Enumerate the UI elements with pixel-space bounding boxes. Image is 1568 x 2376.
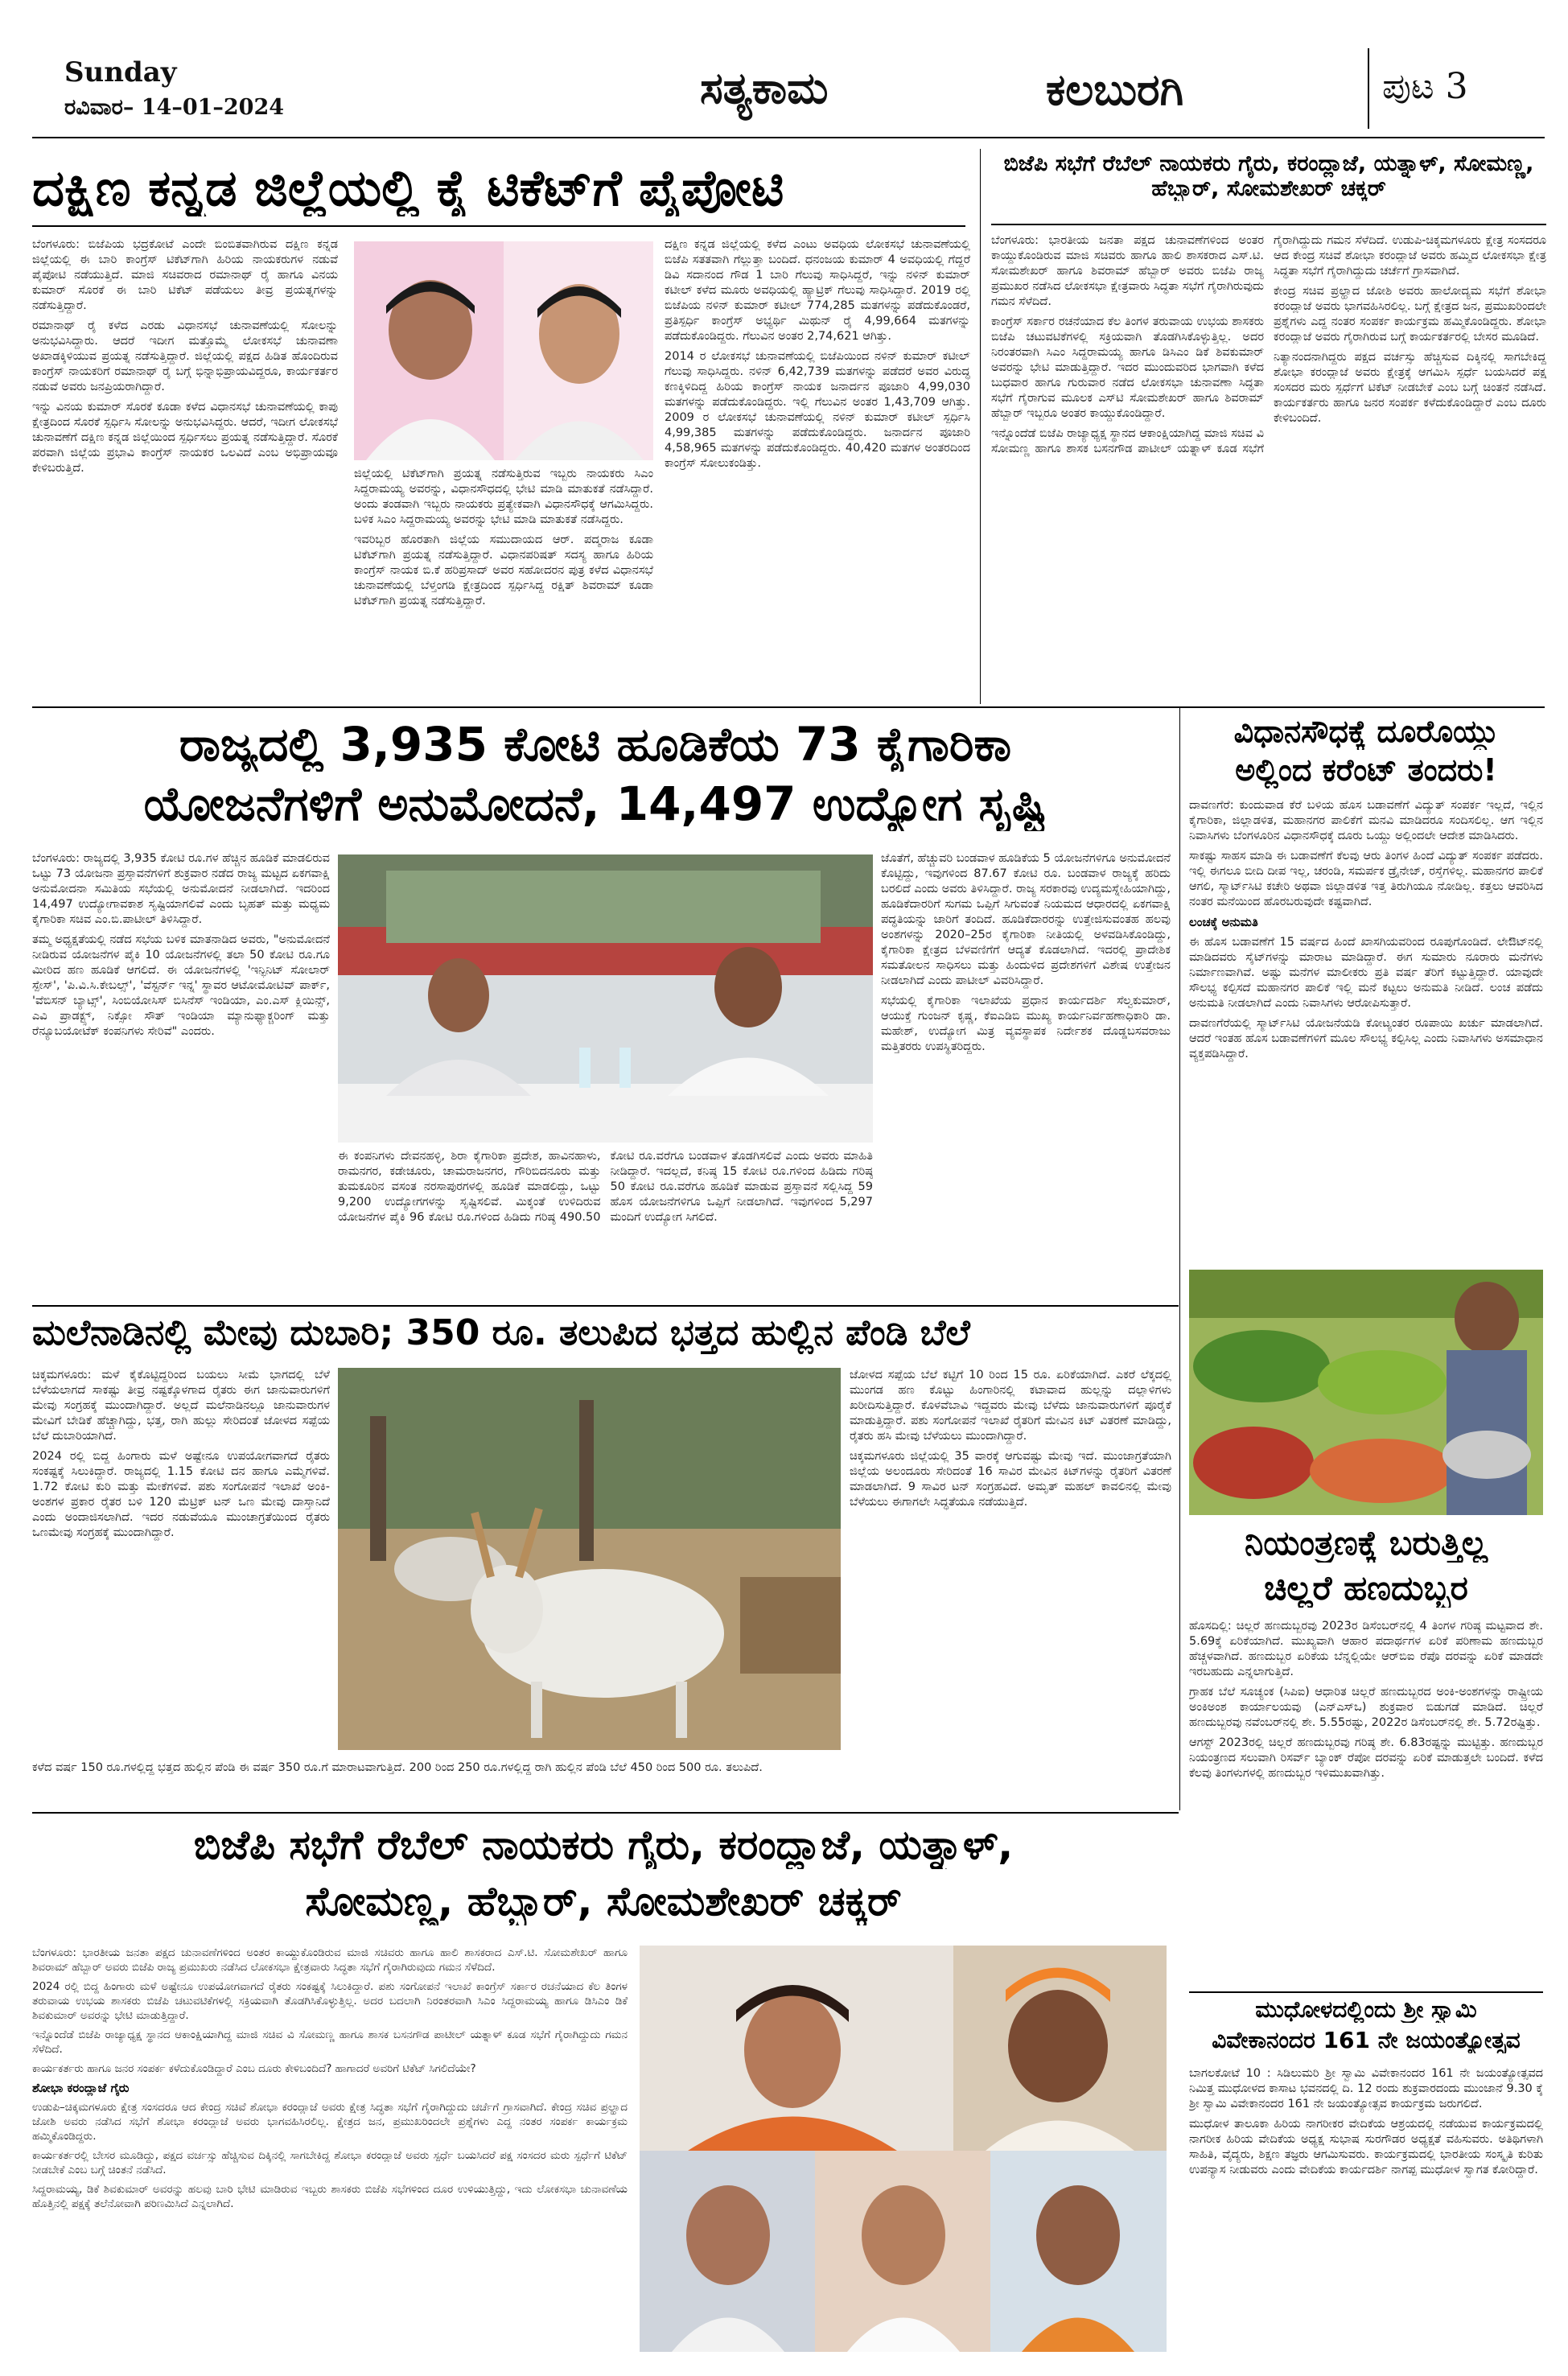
story7-body: ಬಾಗಲಕೋಟೆ 10 : ಸಿಡಿಲುಮರಿ ಶ್ರೀ ಸ್ವಾಮಿ ವಿವೇಕಾನಂದರ 161 ನೇ ಜಯಂತ್ಯೋತ್ಸವದ ನಿಮಿತ್ತ ಮುಧೋಳದ ಕಾಸಾಟ ಭವನದಲ್ಲಿ ದಿ. 12 ರಂದು ಶುಕ್ರವಾರದಂದು ಮುಂಜಾನೆ 9.30 ಕ್ಕೆ ಶ್ರೀ ಸ್ವಾಮಿ ವಿವೇಕಾನಂದರ 161 ನೇ ಜಯಂತ್ಯೋತ್ಸವ ಕಾರ್ಯಕ್ರಮ ಜರುಗಲಿದೆ. ಮುಧೋಳ ತಾಲೂಕಾ ಹಿರಿಯ ನಾಗರೀಕರ ವೇದಿಕೆಯ ಆಶ್ರಯದಲ್ಲಿ ನಡೆಯುವ ಕಾರ್ಯಕ್ರಮದಲ್ಲಿ ನಾಗರೀಕ ಹಿರಿಯ ವೇದಿಕೆಯ ಅಧ್ಯಕ್ಷ ಸುಭಾಷ ಸುರಗೌಡರ ಅಧ್ಯಕ್ಷತೆ ವಹಿಸುವರು. ಅತಿಥಿಗಳಾಗಿ ಸಾಹಿತಿ, ವೈದ್ಯರು, ಶಿಕ್ಷಣ ತಜ್ಞರು ಆಗಮಿಸುವರು. ಕಾರ್ಯಕ್ರಮದಲ್ಲಿ ಭಾರತೀಯ ಸಂಸ್ಕೃತಿ ಕುರಿತು ಉಪನ್ಯಾಸ ನೀಡುವರು ಎಂದು ವೇದಿಕೆಯ ಕಾರ್ಯದರ್ಶಿ ನಾಗಪ್ಪ ಮುಧೋಳ ಸ್ವಾಗತ ಕೋರಿದ್ದಾರೆ. (1189, 2067, 1543, 2176)
story4-body: ದಾವಣಗೆರೆ: ಕುಂದುವಾಡ ಕೆರೆ ಬಳಿಯ ಹೊಸ ಬಡಾವಣೆಗೆ ವಿದ್ಯುತ್ ಸಂಪರ್ಕ ಇಲ್ಲದೆ, ಇಲ್ಲಿನ ಕೈಗಾರಿಕಾ, ಜಿಲ್ಲಾಡಳಿತ, ಮಹಾನಗರ ಪಾಲಿಕೆಗೆ ಮನವಿ ಮಾಡಿದರೂ ಸಂದಿಸಲಿಲ್ಲ. ಆಗ ಇಲ್ಲಿನ ನಿವಾಸಿಗಳು ಬೆಂಗಳೂರಿನ ವಿಧಾನಸೌಧಕ್ಕೆ ದೂರು ಒಯ್ದು ಅಲ್ಲಿಂದಲೇ ಆದೇಶ ಮಾಡಿಸಿದರು. ಸಾಕಷ್ಟು ಸಾಹಸ ಮಾಡಿ ಈ ಬಡಾವಣೆಗೆ ಕೆಲವು ಆರು ತಿಂಗಳ ಹಿಂದೆ ವಿದ್ಯುತ್ ಸಂಪರ್ಕ ಪಡೆದರು. ಇಲ್ಲಿ ಈಗಲೂ ಬೀದಿ ದೀಪ ಇಲ್ಲ, ಚರಂಡಿ, ಸಮರ್ಪಕ ಡ್ರೈನೇಜ್, ರಸ್ತೆಗಳಿಲ್ಲ. ಮಹಾನಗರ ಪಾಲಿಕೆ ಆಗಲಿ, ಸ್ಮಾರ್ಟ್‌ಸಿಟಿ ಕಚೇರಿ ಅಥವಾ ಜಿಲ್ಲಾಡಳಿತ ಇತ್ತ ತಿರುಗಿಯೂ ನೋಡಿಲ್ಲ. ಕತ್ತಲು ಆವರಿಸಿದ ನಂತರ ಮನೆಯಿಂದ ಹೊರಬರುವುದೇ ಕಷ್ಟವಾಗಿದೆ. ಲಂಚಕ್ಕೆ ಅನುಮತಿ ಈ ಹೊಸ ಬಡಾವಣೆಗೆ 15 ವರ್ಷದ ಹಿಂದೆ ಖಾಸಗಿಯವರಿಂದ ರೂಪುಗೊಂಡಿದೆ. ಲೇಔಟ್‌ನಲ್ಲಿ ಮಾಡಿದವರು ಸೈಟ್‌ಗಳನ್ನು ಮಾರಾಟ ಮಾಡಿದ್ದಾರೆ. ಈಗ ಸುಮಾರು ನೂರಾರು ಮನೆಗಳು ನಿರ್ಮಾಣವಾಗಿವೆ. ಅಷ್ಟು ಮನೆಗಳ ಮಾಲೀಕರು ಪ್ರತಿ ವರ್ಷ ತೆರಿಗೆ ಕಟ್ಟುತ್ತಿದ್ದಾರೆ. ಯಾವುದೇ ಸೌಲಭ್ಯ ಕಲ್ಪಿಸದೆ ಮಹಾನಗರ ಪಾಲಿಕೆ ಇಲ್ಲಿ ಮನೆ ಕಟ್ಟಲು ಅನುಮತಿ ನೀಡಿದೆ. ಲಂಚ ಪಡೆದು ಅನುಮತಿ ನೀಡಲಾಗಿದೆ ಎಂದು ನಿವಾಸಿಗಳು ಆರೋಪಿಸುತ್ತಾರೆ. ದಾವಣಗೆರೆಯಲ್ಲಿ ಸ್ಮಾರ್ಟ್‌ಸಿಟಿ ಯೋಜನೆಯಡಿ ಕೋಟ್ಯಂತರ ರೂಪಾಯಿ ಖರ್ಚು ಮಾಡಲಾಗಿದೆ. ಆದರೆ ಇಂತಹ ಹೊಸ ಬಡಾವಣೆಗಳಿಗೆ ಮೂಲ ಸೌಲಭ್ಯ ಕಲ್ಪಿಸಿಲ್ಲ ಎಂದು ನಿವಾಸಿಗಳು ಅಸಮಾಧಾನ ವ್ಯಕ್ತಪಡಿಸಿದ್ದಾರೆ. (1189, 799, 1543, 1060)
masthead-date: ರವಿವಾರ– 14–01–2024 (64, 95, 285, 120)
story8-headline-line1: ಬಿಜೆಪಿ ಸಭೆಗೆ ರೆಬೆಲ್ ನಾಯಕರು ಗೈರು, ಕರಂದ್ಲಾಜೆ, ಯತ್ನಾಳ್, (193, 1822, 1014, 1868)
story1-column-2: ಜಿಲ್ಲೆಯಲ್ಲಿ ಟಿಕೆಟ್‌ಗಾಗಿ ಪ್ರಯತ್ನ ನಡೆಸುತ್ತಿರುವ ಇಬ್ಬರು ನಾಯಕರು ಸಿಎಂ ಸಿದ್ದರಾಮಯ್ಯ ಅವರನ್ನು, ವಿಧಾನಸೌಧದಲ್ಲಿ ಭೇಟಿ ಮಾಡಿ ಮಾತುಕತೆ ನಡೆಸಿದ್ದಾರೆ. ಅಂದು ತಂಡವಾಗಿ ಇಬ್ಬರು ನಾಯಕರು ಪ್ರತ್ಯೇಕವಾಗಿ ವಿಧಾನಸೌಧಕ್ಕೆ ಆಗಮಿಸಿದ್ದರು. ಬಳಿಕ ಸಿಎಂ ಸಿದ್ದರಾಮಯ್ಯ ಅವರನ್ನು ಭೇಟಿ ಮಾಡಿ ಮಾತುಕತೆ ನಡೆಸಿದ್ದರು. ಇವರಿಬ್ಬರ ಹೊರತಾಗಿ ಜಿಲ್ಲೆಯ ಸಮುದಾಯದ ಆರ್. ಪದ್ಮರಾಜ ಕೂಡಾ ಟಿಕೆಟ್‌ಗಾಗಿ ಪ್ರಯತ್ನ ನಡೆಸುತ್ತಿದ್ದಾರೆ. ವಿಧಾನಪರಿಷತ್ ಸದಸ್ಯ ಹಾಗೂ ಹಿರಿಯ ಕಾಂಗ್ರೆಸ್ ನಾಯಕ ಬಿ.ಕೆ ಹರಿಪ್ರಸಾದ್ ಅವರ ಸಹೋದರನ ಪುತ್ರ ಕಳೆದ ವಿಧಾನಸಭೆ ಚುನಾವಣೆಯಲ್ಲಿ ಬೆಳ್ತಂಗಡಿ ಕ್ಷೇತ್ರದಿಂದ ಸ್ಪರ್ಧಿಸಿದ್ದ ರಕ್ಷಿತ್ ಶಿವರಾಮ್ ಕೂಡಾ ಟಿಕೆಟ್‌ಗಾಗಿ ಪ್ರಯತ್ನ ನಡೆಸುತ್ತಿದ್ದಾರೆ. (354, 467, 653, 607)
masthead-divider (1368, 48, 1369, 129)
section-rule-3 (32, 1812, 1179, 1814)
story3-column-2: ಈ ಕಂಪನಿಗಳು ದೇವನಹಳ್ಳಿ, ಶಿರಾ ಕೈಗಾರಿಕಾ ಪ್ರದೇಶ, ಹಾವಿನಹಾಳು, ರಾಮನಗರ, ಕಡೇಚೂರು, ಚಾಮರಾಜನಗರ, ಗೌರಿಬಿದನೂರು ಮತ್ತು ತುಮಕೂರಿನ ವಸಂತ ನರಸಾಪುರಗಳಲ್ಲಿ ಹೂಡಿಕೆ ಮಾಡಲಿದ್ದು, ಒಟ್ಟು 9,200 ಉದ್ಯೋಗಗಳನ್ನು ಸೃಷ್ಟಿಸಲಿವೆ. ಮಿಕ್ಕಂತೆ ಉಳಿದಿರುವ ಯೋಜನೆಗಳ ಪೈಕಿ 96 ಕೋಟಿ ರೂ.ಗಳಿಂದ ಹಿಡಿದು ಗರಿಷ್ಠ 490.50 ಕೋಟಿ ರೂ.ವರೆಗೂ ಬಂಡವಾಳ ತೊಡಗಿಸಲಿವೆ ಎಂದು ಅವರು ಮಾಹಿತಿ ನೀಡಿದ್ದಾರೆ. ಇದಲ್ಲದೆ, ಕನಿಷ್ಠ 15 ಕೋಟಿ ರೂ.ಗಳಿಂದ ಹಿಡಿದು ಗರಿಷ್ಠ 50 ಕೋಟಿ ರೂ.ವರೆಗೂ ಹೂಡಿಕೆ ಮಾಡುವ ಪ್ರಸ್ತಾವನೆ ಸಲ್ಲಿಸಿದ್ದ 59 ಹೊಸ ಯೋಜನೆಗಳಿಗೂ ಒಪ್ಪಿಗೆ ನೀಡಲಾಗಿದೆ. ಇವುಗಳಿಂದ 5,297 ಮಂದಿಗೆ ಉದ್ಯೋಗ ಸಿಗಲಿದೆ. (338, 1150, 873, 1224)
story5-column-3: ಜೋಳದ ಸಪ್ಪೆಯ ಬೆಲೆ ಕಟ್ಟಿಗೆ 10 ರಿಂದ 15 ರೂ. ಏರಿಕೆಯಾಗಿದೆ. ಎಕರೆ ಲೆಕ್ಕದಲ್ಲಿ ಮುಂಗಡ ಹಣ ಕೊಟ್ಟು ಹಿಂಗಾರಿನಲ್ಲಿ ಕಟಾವಾದ ಹುಲ್ಲನ್ನು ದಲ್ಲಾಳಿಗಳು ಖರೀದಿಸುತ್ತಿದ್ದಾರೆ. ಕೊಳವೆಬಾವಿ ಇದ್ದವರು ಮೇವು ಬೆಳೆದು ಜಾನುವಾರುಗಳಿಗೆ ಪೂರೈಕೆ ಮಾಡುತ್ತಿದ್ದಾರೆ. ಪಶು ಸಂಗೋಪನೆ ಇಲಾಖೆ ರೈತರಿಗೆ ಮೇವಿನ ಕಿಟ್ ವಿತರಣೆ ಮಾಡಿದ್ದು, ರೈತರು ಹಸಿ ಮೇವು ಬೆಳೆಯಲು ಮುಂದಾಗಿದ್ದಾರೆ. ಚಿಕ್ಕಮಗಳೂರು ಜಿಲ್ಲೆಯಲ್ಲಿ 35 ವಾರಕ್ಕೆ ಆಗುವಷ್ಟು ಮೇವು ಇದೆ. ಮುಂಜಾಗ್ರತೆಯಾಗಿ ಜಿಲ್ಲೆಯ ಅಲಂದೂರು ಸೇರಿದಂತೆ 16 ಸಾವಿರ ಮೇವಿನ ಕಿಟ್‌ಗಳನ್ನು ರೈತರಿಗೆ ವಿತರಣೆ ಮಾಡಲಾಗಿದೆ. 9 ಸಾವಿರ ಟನ್ ಸಂಗ್ರಹವಿದೆ. ಅಮೃತ್ ಮಹಲ್ ಕಾವಲಿನಲ್ಲಿ ಮೇವು ಬೆಳೆಯಲು ಈಗಾಗಲೇ ಸಿದ್ಧತೆಯೂ ನಡೆಯುತ್ತಿದೆ. (850, 1369, 1171, 1509)
story6-body: ಹೊಸದಿಲ್ಲಿ: ಚಿಲ್ಲರೆ ಹಣದುಬ್ಬರವು 2023ರ ಡಿಸೆಂಬರ್‌ನಲ್ಲಿ 4 ತಿಂಗಳ ಗರಿಷ್ಠ ಮಟ್ಟವಾದ ಶೇ. 5.69ಕ್ಕೆ ಏರಿಕೆಯಾಗಿದೆ. ಮುಖ್ಯವಾಗಿ ಆಹಾರ ಪದಾರ್ಥಗಳ ಏರಿಕೆ ಪರಿಣಾಮ ಹಣದುಬ್ಬರ ಹೆಚ್ಚಳವಾಗಿದೆ. ಹಣದುಬ್ಬರ ಏರಿಕೆಯ ಬೆನ್ನಲ್ಲಿಯೇ ಆರ್‌ಬಿಐ ರೆಪೊ ದರವನ್ನು ಏರಿಕೆ ಮಾಡದೇ ಇರಬಹುದು ಎನ್ನಲಾಗುತ್ತಿದೆ. ಗ್ರಾಹಕ ಬೆಲೆ ಸೂಚ್ಯಂಕ (ಸಿಪಿಐ) ಆಧಾರಿತ ಚಿಲ್ಲರೆ ಹಣದುಬ್ಬರದ ಅಂಕಿ-ಅಂಶಗಳನ್ನು ರಾಷ್ಟ್ರೀಯ ಅಂಕಿಅಂಶ ಕಾರ್ಯಾಲಯವು (ಎನ್‌ಎಸ್‌ಒ) ಶುಕ್ರವಾರ ಬಿಡುಗಡೆ ಮಾಡಿದೆ. ಚಿಲ್ಲರೆ ಹಣದುಬ್ಬರವು ನವೆಂಬರ್‌ನಲ್ಲಿ ಶೇ. 5.55ರಷ್ಟು, 2022ರ ಡಿಸೆಂಬರ್‌ನಲ್ಲಿ ಶೇ. 5.72ರಷ್ಟಿತ್ತು. ಆಗಸ್ಟ್ 2023ರಲ್ಲಿ ಚಿಲ್ಲರೆ ಹಣದುಬ್ಬರವು ಗರಿಷ್ಠ ಶೇ. 6.83ರಷ್ಟನ್ನು ಮುಟ್ಟಿತ್ತು. ಹಣದುಬ್ಬರ ನಿಯಂತ್ರಣದ ಸಲುವಾಗಿ ರಿಸರ್ವ್ ಬ್ಯಾಂಕ್ ರೆಪೋ ದರವನ್ನು ಏರಿಕೆ ಮಾಡುತ್ತಲೇ ಬಂದಿದೆ. ಕಳೆದ ಕೆಲವು ತಿಂಗಳುಗಳಲ್ಲಿ ಹಣದುಬ್ಬರ ಇಳಿಮುಖವಾಗಿತ್ತು. (1189, 1620, 1543, 1780)
masthead-rule (32, 137, 1545, 138)
story1-photo (354, 241, 653, 460)
story3-column-1: ಬೆಂಗಳೂರು: ರಾಜ್ಯದಲ್ಲಿ 3,935 ಕೋಟಿ ರೂ.ಗಳ ಹೆಚ್ಚಿನ ಹೂಡಿಕೆ ಮಾಡಲಿರುವ ಒಟ್ಟು 73 ಯೋಜನಾ ಪ್ರಸ್ತಾವನೆಗಳಿಗೆ ಶುಕ್ರವಾರ ನಡೆದ ರಾಜ್ಯ ಮಟ್ಟದ ಏಕಗವಾಕ್ಷಿ ಅನುಮೋದನಾ ಸಮಿತಿಯ ಸಭೆಯಲ್ಲಿ ಅನುಮೋದನೆ ನೀಡಲಾಗಿದೆ. ಇದರಿಂದ 14,497 ಉದ್ಯೋಗಾವಕಾಶ ಸೃಷ್ಟಿಯಾಗಲಿವೆ ಎಂದು ಬೃಹತ್ ಮತ್ತು ಮಧ್ಯಮ ಕೈಗಾರಿಕಾ ಸಚಿವ ಎಂ.ಬಿ.ಪಾಟೀಲ್ ತಿಳಿಸಿದ್ದಾರೆ. ತಮ್ಮ ಅಧ್ಯಕ್ಷತೆಯಲ್ಲಿ ನಡೆದ ಸಭೆಯ ಬಳಿಕ ಮಾತನಾಡಿದ ಅವರು, "ಅನುಮೋದನೆ ನೀಡಿರುವ ಯೋಜನೆಗಳ ಪೈಕಿ 10 ಯೋಜನೆಗಳಲ್ಲಿ ತಲಾ 50 ಕೋಟಿ ರೂ.ಗೂ ಮೀರಿದ ಹಣ ಹೂಡಿಕೆ ಆಗಲಿದೆ. ಈ ಯೋಜನೆಗಳಲ್ಲಿ 'ಇನ್ಫಿನಿಟ್ ಸೋಲಾರ್ ಸ್ಪೇಸ್', 'ಪಿ.ವಿ.ಸಿ.ಕೇಬಲ್ಸ್', 'ವೆಸ್ಟರ್ನ್ ಇನ್ನ' ಸ್ಥಾವರ ಆಟೋಮೋಟಿವ್ ಪಾರ್ಕ್‌, 'ವೆಬಿಸನ್ ಬ್ಯಾಟ್ಸ್‌', ಸಿಂಬಿಯೋಸಿಸ್ ಬಿಸಿನೆಸ್ ಇಂಡಿಯಾ, ಎಂ.ಎಸ್ ಕ್ಲಿಯಿನ್ಸ್, ಎವಿ ಪ್ರಾಡಕ್ಟ್ಸ್, ನಿಕ್ಸೋ ಸೌತ್ ಇಂಡಿಯಾ ಮ್ಯಾನುಫ್ಯಾಕ್ಚರಿಂಗ್ ಮತ್ತು ರೆನ್ಯೂಬಯೋಟೆಕ್ ಕಂಪನಿಗಳು ಸೇರಿವೆ" ಎಂದರು. (32, 852, 330, 1038)
story3-headline-line2: ಯೋಜನೆಗಳಿಗೆ ಅನುಮೋದನೆ, 14,497 ಉದ್ಯೋಗ ಸೃಷ್ಟಿ (143, 777, 1047, 831)
story8-body: ಬೆಂಗಳೂರು: ಭಾರತೀಯ ಜನತಾ ಪಕ್ಷದ ಚುನಾವಣೆಗಳಿಂದ ಅಂತರ ಕಾಯ್ದುಕೊಂಡಿರುವ ಮಾಜಿ ಸಚಿವರು ಹಾಗೂ ಹಾಲಿ ಶಾಸಕರಾದ ಎಸ್.ಟಿ. ಸೋಮಶೇಖರ್ ಹಾಗೂ ಶಿವರಾಮ್ ಹೆಬ್ಬಾರ್ ಅವರು ಬಿಜೆಪಿ ರಾಜ್ಯ ಪ್ರಮುಖರು ನಡೆಸಿದ ಲೋಕಸಭಾ ಕ್ಷೇತ್ರವಾರು ಸಿದ್ಧತಾ ಸಭೆಗೆ ಗೈರಾಗಿರುವುದು ಗಮನ ಸೆಳೆದಿದೆ. 2024 ರಲ್ಲಿ ಬಿದ್ದ ಹಿಂಗಾರು ಮಳೆ ಅಷ್ಟೇನೂ ಉಪಯೋಗವಾಗದೆ ರೈತರು ಸಂಕಷ್ಟಕ್ಕೆ ಸಿಲುಕಿದ್ದಾರೆ. ಪಶು ಸಂಗೋಪನೆ ಇಲಾಖೆ ಕಾಂಗ್ರೆಸ್ ಸರ್ಕಾರ ರಚನೆಯಾದ ಕೆಲ ತಿಂಗಳ ತರುವಾಯ ಉಭಯ ಶಾಸಕರು ಬಿಜೆಪಿ ಚಟುವಟಿಕೆಗಳಲ್ಲಿ ಸಕ್ರಿಯವಾಗಿ ತೊಡಗಿಸಿಕೊಳ್ಳುತ್ತಿಲ್ಲ. ಅದರ ಬದಲಾಗಿ ನಿರಂತರವಾಗಿ ಸಿಎಂ ಸಿದ್ದರಾಮಯ್ಯ ಹಾಗೂ ಡಿಸಿಎಂ ಡಿಕೆ ಶಿವಕುಮಾರ್ ಅವರನ್ನು ಭೇಟಿ ಮಾಡುತ್ತಿದ್ದಾರೆ. ಇನ್ನೊಂದೆಡೆ ಬಿಜೆಪಿ ರಾಜ್ಯಾಧ್ಯಕ್ಷ ಸ್ಥಾನದ ಆಕಾಂಕ್ಷಿಯಾಗಿದ್ದ ಮಾಜಿ ಸಚಿವ ವಿ ಸೋಮಣ್ಣ ಹಾಗೂ ಶಾಸಕ ಬಸನಗೌಡ ಪಾಟೀಲ್ ಯತ್ನಾಳ್ ಕೂಡ ಸಭೆಗೆ ಗೈರಾಗಿದ್ದುದು ಗಮನ ಸೆಳೆದಿದೆ. ಕಾರ್ಯಕರ್ತರು ಹಾಗೂ ಜನರ ಸಂಪರ್ಕ ಕಳೆದುಕೊಂಡಿದ್ದಾರೆ ಎಂಬ ದೂರು ಕೇಳಿಬಂದಿದೆ? ಹಾಗಾದರೆ ಅವರಿಗೆ ಟಿಕೆಟ್ ಸಿಗಲಿದೆಯೇ? ಶೋಭಾ ಕರಂದ್ಲಾಜೆ ಗೈರು ಉಡುಪಿ–ಚಿಕ್ಕಮಗಳೂರು ಕ್ಷೇತ್ರ ಸಂಸದರೂ ಆದ ಕೇಂದ್ರ ಸಚಿವೆ ಶೋಭಾ ಕರಂದ್ಲಾಜೆ ಅವರು ಕ್ಷೇತ್ರ ಸಿದ್ಧತಾ ಸಭೆಗೆ ಗೈರಾಗಿದ್ದುದು ಚರ್ಚೆಗೆ ಗ್ರಾಸವಾಗಿದೆ. ಕೇಂದ್ರ ಸಚಿವ ಪ್ರಲ್ಹಾದ ಜೋಶಿ ಅವರು ನಡೆಸಿದ ಸಭೆಗೆ ಶೋಭಾ ಕರಂದ್ಲಾಜೆ ಅವರು ಭಾಗವಹಿಸಿರಲಿಲ್ಲ. ಕ್ಷೇತ್ರದ ಜನ, ಪ್ರಮುಖರಿಂದಲೇ ಪ್ರಶ್ನೆಗಳು ಎದ್ದ ನಂತರ ಸಂಪರ್ಕ ಕಾರ್ಯಕ್ರಮ ಹಮ್ಮಿಕೊಂಡಿದ್ದರು. ಕಾರ್ಯಕರ್ತರಲ್ಲಿ ಬೇಸರ ಮೂಡಿದ್ದು, ಪಕ್ಷದ ವರ್ಚಸ್ಸು ಹೆಚ್ಚಿಸುವ ದಿಕ್ಕಿನಲ್ಲಿ ಸಾಗಬೇಕಿದ್ದ ಶೋಭಾ ಕರಂದ್ಲಾಜೆ ಅವರು ಸ್ಪರ್ಧೆ ಬಯಸಿದರೆ ಪಕ್ಷ ಸಂಸದರ ಮರು ಸ್ಪರ್ಧೆಗೆ ಟಿಕೆಟ್ ನೀಡಬೇಕೆ ಎಂಬ ಬಗ್ಗೆ ಚಿಂತನೆ ನಡೆಸಿದೆ. ಸಿದ್ದರಾಮಯ್ಯ, ಡಿಕೆ ಶಿವಕುಮಾರ್ ಅವರನ್ನು ಹಲವು ಬಾರಿ ಭೇಟಿ ಮಾಡಿರುವ ಇಬ್ಬರು ಶಾಸಕರು ಬಿಜೆಪಿ ಸಭೆಗಳಿಂದ ದೂರ ಉಳಿಯುತ್ತಿದ್ದು, ಇದು ಲೋಕಸಭಾ ಚುನಾವಣೆಯ ಹೊತ್ತಿನಲ್ಲಿ ಪಕ್ಷಕ್ಕೆ ತಲೆನೋವಾಗಿ ಪರಿಣಮಿಸಿದೆ ಎನ್ನಲಾಗಿದೆ. (32, 1946, 628, 2210)
story5-headline: ಮಲೆನಾಡಿನಲ್ಲಿ ಮೇವು ದುಬಾರಿ; 350 ರೂ. ತಲುಪಿದ ಭತ್ತದ ಹುಲ್ಲಿನ ಪೆಂಡಿ ಬೆಲೆ (32, 1313, 970, 1353)
story2-rule (991, 224, 1546, 225)
section-rule-1 (32, 706, 1545, 708)
politicians-photo (354, 241, 653, 460)
story3-headline-line1: ರಾಜ್ಯದಲ್ಲಿ 3,935 ಕೋಟಿ ಹೂಡಿಕೆಯ 73 ಕೈಗಾರಿಕಾ (179, 718, 1012, 772)
story8-photo-collage (640, 1946, 1167, 2352)
section-rule-2 (32, 1305, 1179, 1307)
story7-headline-line1: ಮುಧೋಳದಲ್ಲಿಂದು ಶ್ರೀ ಸ್ವಾಮಿ (1255, 1997, 1477, 2023)
story4-headline-line2: ಅಲ್ಲಿಂದ ಕರೆಂಟ್ ತಂದರು! (1235, 753, 1497, 788)
story1-column-3: ದಕ್ಷಿಣ ಕನ್ನಡ ಜಿಲ್ಲೆಯಲ್ಲಿ ಕಳೆದ ಎಂಟು ಅವಧಿಯ ಲೋಕಸಭೆ ಚುನಾವಣೆಯಲ್ಲಿ ಬಿಜೆಪಿ ಸತತವಾಗಿ ಗೆಲ್ಲುತ್ತಾ ಬಂದಿದೆ. ಧನಂಜಯ ಕುಮಾರ್ 4 ಅವಧಿಯಲ್ಲಿ ಗೆದ್ದರೆ ಡಿವಿ ಸದಾನಂದ ಗೌಡ 1 ಬಾರಿ ಗೆಲುವು ಸಾಧಿಸಿದ್ದರೆ, ಇನ್ನು ನಳಿನ್ ಕುಮಾರ್ ಕಟೀಲ್ ಕಳೆದ ಮೂರು ಅವಧಿಯಲ್ಲಿ ಹ್ಯಾಟ್ರಿಕ್ ಗೆಲುವು ಸಾಧಿಸಿದ್ದಾರೆ. 2019 ರಲ್ಲಿ ಬಿಜೆಪಿಯ ನಳಿನ್ ಕುಮಾರ್ ಕಟೀಲ್ 774,285 ಮತಗಳನ್ನು ಪಡೆದುಕೊಂಡರೆ, ಪ್ರತಿಸ್ಪರ್ಧಿ ಕಾಂಗ್ರೆಸ್ ಅಭ್ಯರ್ಥಿ ಮಿಥುನ್ ರೈ 4,99,664 ಮತಗಳನ್ನು ಪಡೆದುಕೊಂಡಿದ್ದರು. ಗೆಲುವಿನ ಅಂತರ 2,74,621 ಆಗಿತ್ತು. 2014 ರ ಲೋಕಸಭೆ ಚುನಾವಣೆಯಲ್ಲಿ ಬಿಜೆಪಿಯಿಂದ ನಳಿನ್ ಕುಮಾರ್ ಕಟೀಲ್ ಗೆಲುವು ಸಾಧಿಸಿದ್ದರು. ನಳಿನ್ 6,42,739 ಮತಗಳನ್ನು ಪಡೆದರೆ ಅವರ ವಿರುದ್ಧ ಕಣಕ್ಕಿಳಿದಿದ್ದ ಹಿರಿಯ ಕಾಂಗ್ರೆಸ್ ನಾಯಕ ಜನಾರ್ದನ ಪೂಜಾರಿ 4,99,030 ಮತಗಳನ್ನು ಪಡೆದುಕೊಂಡಿದ್ದರು. ಇಲ್ಲಿ ಗೆಲುವಿನ ಅಂತರ 1,43,709 ಆಗಿತ್ತು. 2009 ರ ಲೋಕಸಭೆ ಚುನಾವಣೆಯಲ್ಲಿ ನಳಿನ್ ಕುಮಾರ್ ಕಟೀಲ್ ಸ್ಪರ್ಧಿಸಿ 4,99,385 ಮತಗಳನ್ನು ಪಡೆದುಕೊಂಡಿದ್ದರು. ಜನಾರ್ದನ ಪೂಜಾರಿ 4,58,965 ಮತಗಳನ್ನು ಪಡೆದುಕೊಂಡಿದ್ದರು. 40,420 ಮತಗಳ ಅಂತರದಿಂದ ಕಾಂಗ್ರೆಸ್ ಸೋಲುಕಂಡಿತ್ತು. (665, 238, 970, 470)
leaders-collage (640, 1946, 1167, 2352)
edition-city: ಕಲಬುರಗಿ (1046, 64, 1184, 115)
story2-body: ಬೆಂಗಳೂರು: ಭಾರತೀಯ ಜನತಾ ಪಕ್ಷದ ಚುನಾವಣೆಗಳಿಂದ ಅಂತರ ಕಾಯ್ದುಕೊಂಡಿರುವ ಮಾಜಿ ಸಚಿವರು ಹಾಗೂ ಹಾಲಿ ಶಾಸಕರಾದ ಎಸ್.ಟಿ. ಸೋಮಶೇಖರ್ ಹಾಗೂ ಶಿವರಾಮ್ ಹೆಬ್ಬಾರ್ ಅವರು ಬಿಜೆಪಿ ರಾಜ್ಯ ಪ್ರಮುಖರ ನಡೆಸಿದ ಲೋಕಸಭಾ ಕ್ಷೇತ್ರವಾರು ಸಿದ್ಧತಾ ಸಭೆಗೆ ಗೈರಾಗಿರುವುದು ಗಮನ ಸೆಳೆದಿದೆ. ಕಾಂಗ್ರೆಸ್ ಸರ್ಕಾರ ರಚನೆಯಾದ ಕೆಲ ತಿಂಗಳ ತರುವಾಯ ಉಭಯ ಶಾಸಕರು ಬಿಜೆಪಿ ಚಟುವಟಿಕೆಗಳಲ್ಲಿ ಸಕ್ರಿಯವಾಗಿ ತೊಡಗಿಸಿಕೊಳ್ಳುತ್ತಿಲ್ಲ. ಅದರ ನಿರಂತರವಾಗಿ ಸಿಎಂ ಸಿದ್ದರಾಮಯ್ಯ ಹಾಗೂ ಡಿಸಿಎಂ ಡಿಕೆ ಶಿವಕುಮಾರ್ ಅವರನ್ನು ಭೇಟಿ ಮಾಡುತ್ತಿದ್ದಾರೆ. ಇದರ ಮುಂದುವರಿದ ಭಾಗವಾಗಿ ಕಳೆದ ಬುಧವಾರ ಹಾಗೂ ಗುರುವಾರ ನಡೆದ ಲೋಕಸಭಾ ಚುನಾವಣಾ ಸಿದ್ಧತಾ ಸಭೆಗೆ ಗೈರಾಗುವ ಮೂಲಕ ಎಸ್‌ಟಿ ಸೋಮಶೇಖರ್ ಹಾಗೂ ಶಿವರಾಮ್ ಹೆಬ್ಬಾರ್ ಇಬ್ಬರೂ ಅಂತರ ಕಾಯ್ದುಕೊಂಡಿದ್ದಾರೆ. ಇನ್ನೊಂದೆಡೆ ಬಿಜೆಪಿ ರಾಜ್ಯಾಧ್ಯಕ್ಷ ಸ್ಥಾನದ ಆಕಾಂಕ್ಷಿಯಾಗಿದ್ದ ಮಾಜಿ ಸಚಿವ ವಿ ಸೋಮಣ್ಣ ಹಾಗೂ ಶಾಸಕ ಬಸನಗೌಡ ಪಾಟೀಲ್ ಯತ್ನಾಳ್ ಕೂಡ ಸಭೆಗೆ ಗೈರಾಗಿದ್ದುದು ಗಮನ ಸೆಳೆದಿದೆ. ಉಡುಪಿ-ಚಿಕ್ಕಮಗಳೂರು ಕ್ಷೇತ್ರ ಸಂಸದರೂ ಆದ ಕೇಂದ್ರ ಸಚಿವೆ ಶೋಭಾ ಕರಂದ್ಲಾಜೆ ಅವರು ಹಮ್ಮಿದ ಲೋಕಸಭಾ ಕ್ಷೇತ್ರ ಸಿದ್ಧತಾ ಸಭೆಗೆ ಗೈರಾಗಿದ್ದುದು ಚರ್ಚೆಗೆ ಗ್ರಾಸವಾಗಿದೆ. ಕೇಂದ್ರ ಸಚಿವ ಪ್ರಲ್ಹಾದ ಜೋಶಿ ಅವರು ಹಾಲೋದ್ಯಮ ಸಭೆಗೆ ಶೋಭಾ ಕರಂದ್ಲಾಜೆ ಅವರು ಭಾಗವಹಿಸಿರಲಿಲ್ಲ. ಬಗ್ಗೆ ಕ್ಷೇತ್ರದ ಜನ, ಪ್ರಮುಖರಿಂದಲೇ ಪ್ರಶ್ನೆಗಳು ಎದ್ದ ನಂತರ ಸಂಪರ್ಕ ಕಾರ್ಯಕ್ರಮ ಹಮ್ಮಿಕೊಂಡಿದ್ದರು. ಶೋಭಾ ಕರಂದ್ಲಾಜೆ ಅವರು ಗೈರಾಗಿರುವ ಬಗ್ಗೆ ಕಾರ್ಯಕರ್ತರಲ್ಲಿ ಬೇಸರ ಮೂಡಿದೆ. ನಿತ್ಯಾನಂದನಾಗಿದ್ದರು ಪಕ್ಷದ ವರ್ಚಸ್ಸು ಹೆಚ್ಚಿಸುವ ದಿಕ್ಕಿನಲ್ಲಿ ಸಾಗಬೇಕಿದ್ದ ಶೋಭಾ ಕರಂದ್ಲಾಜೆ ಅವರು ಕ್ಷೇತ್ರಕ್ಕೆ ಆಗಮಿಸಿ ಸ್ಪರ್ಧೆ ಬಯಸಿದರೆ ಪಕ್ಷ ಸಂಸದರ ಮರು ಸ್ಪರ್ಧೆಗೆ ಟಿಕೆಟ್ ನೀಡಬೇಕೆ ಎಂಬ ಬಗ್ಗೆ ಚಿಂತನೆ ನಡೆಸಿದೆ. ಕಾರ್ಯಕರ್ತರು ಹಾಗೂ ಜನರ ಸಂಪರ್ಕ ಕಳೆದುಕೊಂಡಿದ್ದಾರೆ ಎಂಬ ದೂರು ಕೇಳಿಬಂದಿದೆ. (991, 234, 1546, 455)
story3-photo (338, 854, 873, 1143)
story6-headline-line1: ನಿಯಂತ್ರಣಕ್ಕೆ ಬರುತ್ತಿಲ್ಲ (1245, 1524, 1488, 1563)
story1-column-1: ಬೆಂಗಳೂರು: ಬಿಜೆಪಿಯ ಭದ್ರಕೋಟೆ ಎಂದೇ ಬಿಂಬಿತವಾಗಿರುವ ದಕ್ಷಿಣ ಕನ್ನಡ ಜಿಲ್ಲೆಯಲ್ಲಿ ಈ ಬಾರಿ ಕಾಂಗ್ರೆಸ್ ಟಿಕೆಟ್‌ಗಾಗಿ ಹಿರಿಯ ನಾಯಕರುಗಳ ನಡುವೆ ಪೈಪೋಟಿ ನಡೆಯುತ್ತಿದೆ. ಮಾಜಿ ಸಚಿವರಾದ ರಮಾನಾಥ್ ರೈ ಹಾಗೂ ವಿನಯ ಕುಮಾರ್ ಸೊರಕೆ ಈ ಬಾರಿ ಟಿಕೆಟ್ ಪಡೆಯಲು ತೀವ್ರ ಪ್ರಯತ್ನಗಳನ್ನು ನಡೆಸುತ್ತಿದ್ದಾರೆ. ರಮಾನಾಥ್ ರೈ ಕಳೆದ ಎರಡು ವಿಧಾನಸಭೆ ಚುನಾವಣೆಯಲ್ಲಿ ಸೋಲನ್ನು ಅನುಭವಿಸಿದ್ದಾರು. ಆದರೆ ಇದೀಗ ಮತ್ತೊಮ್ಮೆ ಲೋಕಸಭೆ ಚುನಾವಣಾ ಅಖಾಡಕ್ಕಿಳಿಯುವ ಪ್ರಯತ್ನ ನಡೆಸುತ್ತಿದ್ದಾರೆ. ಜಿಲ್ಲೆಯಲ್ಲಿ ಪಕ್ಷದ ಹಿಡಿತ ಹೊಂದಿರುವ ಕಾಂಗ್ರೆಸ್ ನಾಯಕರಿಗೆ ರಮಾನಾಥ್ ರೈ ಬಗ್ಗೆ ಭಿನ್ನಾಭಿಪ್ರಾಯವಿದ್ದರೂ, ಕಾರ್ಯಕರ್ತರ ನಡುವೆ ಅವರು ಜನಪ್ರಿಯರಾಗಿದ್ದಾರೆ. ಇನ್ನು ವಿನಯ ಕುಮಾರ್ ಸೊರಕೆ ಕೂಡಾ ಕಳೆದ ವಿಧಾನಸಭೆ ಚುನಾವಣೆಯಲ್ಲಿ ಕಾಪು ಕ್ಷೇತ್ರದಿಂದ ಸೊರಕೆ ಸ್ಪರ್ಧಿಸಿ ಸೋಲನ್ನು ಅನುಭವಿಸಿದ್ದರು. ಆದರೆ, ಇದೀಗ ಲೋಕಸಭೆ ಚುನಾವಣೆಗೆ ದಕ್ಷಿಣ ಕನ್ನಡ ಜಿಲ್ಲೆಯಿಂದ ಸ್ಪರ್ಧಿಸಲು ಪ್ರಯತ್ನ ನಡೆಸುತ್ತಿದ್ದಾರೆ. ಸೊರಕೆ ಪರವಾಗಿ ಜಿಲ್ಲೆಯ ಪ್ರಭಾವಿ ಕಾಂಗ್ರೆಸ್ ನಾಯಕರ ಒಲವಿದೆ ಎಂಬ ಅಭಿಪ್ರಾಯವೂ ಕೇಳಿಬರುತ್ತಿದೆ. (32, 238, 338, 475)
story1-headline: ದಕ್ಷಿಣ ಕನ್ನಡ ಜಿಲ್ಲೆಯಲ್ಲಿ ಕೈ ಟಿಕೆಟ್‌ಗೆ ಪೈಪೋಟಿ (32, 159, 784, 217)
masthead-day: Sunday (64, 56, 177, 89)
story4-headline-line1: ವಿಧಾನಸೌಧಕ್ಕೆ ದೂರೊಯ್ದು (1233, 714, 1499, 749)
vegetable-market-photo (1189, 1270, 1543, 1515)
top-column-divider (980, 149, 981, 704)
newspaper-name: ಸತ್ಯಕಾಮ (700, 63, 829, 113)
story2-headline: ಬಿಜೆಪಿ ಸಭೆಗೆ ರೆಬೆಲ್ ನಾಯಕರು ಗೈರು, ಕರಂದ್ಲಾಜೆ, ಯತ್ನಾಳ್, ಸೋಮಣ್ಣ, ಹೆಬ್ಬಾರ್, ಸೋಮಶೇಖರ್ ಚಕ್ಕರ್ (1003, 151, 1534, 202)
story3-column-3: ಜೊತೆಗೆ, ಹೆಚ್ಚುವರಿ ಬಂಡವಾಳ ಹೂಡಿಕೆಯ 5 ಯೋಜನೆಗಳಿಗೂ ಅನುಮೋದನೆ ಕೊಟ್ಟಿದ್ದು, ಇವುಗಳಿಂದ 87.67 ಕೋಟಿ ರೂ. ಬಂಡವಾಳ ರಾಜ್ಯಕ್ಕೆ ಹರಿದು ಬರಲಿದೆ ಎಂದು ಅವರು ತಿಳಿಸಿದ್ದಾರೆ. ರಾಜ್ಯ ಸರಕಾರವು ಉದ್ಯಮಸ್ನೇಹಿಯಾಗಿದ್ದು, ಹೂಡಿಕೆದಾರರಿಗೆ ಸುಗಮ ಒಪ್ಪಿಗೆ ಸಿಗುವಂತೆ ನಿಯಮದ ಆಧಾರದಲ್ಲಿ ಏಕಗವಾಕ್ಷಿ ಪದ್ಧತಿಯನ್ನು ಜಾರಿಗೆ ತಂದಿದೆ. ಹೂಡಿಕೆದಾರರನ್ನು ಉತ್ತೇಜಿಸುವಂತಹ ಹಲವು ಅಂಶಗಳನ್ನು 2020–25ರ ಕೈಗಾರಿಕಾ ನೀತಿಯಲ್ಲಿ ಅಳವಡಿಸಿಕೊಂಡಿದ್ದು, ಕೈಗಾರಿಕಾ ಕ್ಷೇತ್ರದ ಬೆಳವಣಿಗೆಗೆ ಆದ್ಯತೆ ಕೊಡಲಾಗಿದೆ. ಇದರಲ್ಲಿ ಪ್ರಾದೇಶಿಕ ಸಮತೋಲನ ಸಾಧಿಸಲು ಮತ್ತು ಹಿಂದುಳಿದ ಪ್ರದೇಶಗಳಿಗೆ ವಿಶೇಷ ಉತ್ತೇಜನ ನೀಡಲಾಗಿದೆ ಎಂದು ಪಾಟೀಲ್ ವಿವರಿಸಿದ್ದಾರೆ. ಸಭೆಯಲ್ಲಿ ಕೈಗಾರಿಕಾ ಇಲಾಖೆಯ ಪ್ರಧಾನ ಕಾರ್ಯದರ್ಶಿ ಸೆಲ್ವಕುಮಾರ್, ಆಯುಕ್ತೆ ಗುಂಜನ್ ಕೃಷ್ಣ, ಕೆಐಎಡಿಬಿ ಮುಖ್ಯ ಕಾರ್ಯನಿರ್ವಹಣಾಧಿಕಾರಿ ಡಾ. ಮಹೇಶ್, ಉದ್ಯೋಗ ಮಿತ್ರ ವ್ಯವಸ್ಥಾಪಕ ನಿರ್ದೇಶಕ ದೊಡ್ಡಬಸವರಾಜು ಮತ್ತಿತರರು ಉಪಸ್ಥಿತರಿದ್ದರು. (881, 852, 1171, 1053)
meeting-photo (338, 854, 873, 1143)
story5-photo (338, 1368, 841, 1750)
page-number: ಪುಟ 3 (1382, 66, 1468, 107)
story6-headline-line2: ಚಿಲ್ಲರೆ ಹಣದುಬ್ಬರ (1264, 1569, 1468, 1608)
story1-rule (32, 225, 965, 227)
story7-rule (1189, 1991, 1543, 1993)
story7-headline-line2: ವಿವೇಕಾನಂದರ 161 ನೇ ಜಯಂತ್ಯೋತ್ಸವ (1212, 2028, 1521, 2053)
right-column-divider (1179, 706, 1180, 1810)
story8-headline-line2: ಸೋಮಣ್ಣ, ಹೆಬ್ಬಾರ್, ಸೋಮಶೇಖರ್ ಚಕ್ಕರ್ (305, 1879, 902, 1925)
vegetables-image (1189, 1270, 1543, 1515)
cattle-photo (338, 1368, 841, 1750)
story5-column-1: ಚಿಕ್ಕಮಗಳೂರು: ಮಳೆ ಕೈಕೊಟ್ಟಿದ್ದರಿಂದ ಬಯಲು ಸೀಮೆ ಭಾಗದಲ್ಲಿ ಬೆಳೆ ಬೆಳೆಯಲಾಗದೆ ಸಾಕಷ್ಟು ತೀವ್ರ ನಷ್ಟಕ್ಕೊಳಗಾದ ರೈತರು ಈಗ ಜಾನುವಾರುಗಳಿಗೆ ಮೇವು ಸಂಗ್ರಹಕ್ಕೆ ಮುಂದಾಗಿದ್ದಾರೆ. ಅಲ್ಲದೆ ಮಲೆನಾಡಿನಲ್ಲೂ ಜಾನುವಾರುಗಳ ಮೇವಿಗೆ ಬೇಡಿಕೆ ಹೆಚ್ಚಾಗಿದ್ದು, ಭತ್ತ, ರಾಗಿ ಹುಲ್ಲು ಸೇರಿದಂತೆ ಜೋಳದ ಸಪ್ಪೆಯ ಬೆಲೆ ದುಬಾರಿಯಾಗಿದೆ. 2024 ರಲ್ಲಿ ಬಿದ್ದ ಹಿಂಗಾರು ಮಳೆ ಅಷ್ಟೇನೂ ಉಪಯೋಗವಾಗದೆ ರೈತರು ಸಂಕಷ್ಟಕ್ಕೆ ಸಿಲುಕಿದ್ದಾರೆ. ರಾಜ್ಯದಲ್ಲಿ 1.15 ಕೋಟಿ ದನ ಹಾಗೂ ಎಮ್ಮೆಗಳಿವೆ. 1.72 ಕೋಟಿ ಕುರಿ ಮತ್ತು ಮೇಕೆಗಳಿವೆ. ಪಶು ಸಂಗೋಪನೆ ಇಲಾಖೆ ಅಂಕಿ-ಅಂಶಗಳ ಪ್ರಕಾರ ರೈತರ ಬಳಿ 120 ಮೆಟ್ರಿಕ್ ಟನ್ ಒಣ ಮೇವು ದಾಸ್ತಾನಿದೆ ಎಂದು ಅಂದಾಜಿಸಲಾಗಿದೆ. ಇದರ ನಡುವೆಯೂ ಮುಂಚಾಗ್ರತೆಯಿಂದ ರೈತರು ಒಣಮೇವು ಸಂಗ್ರಹಕ್ಕೆ ಮುಂದಾಗಿದ್ದಾರೆ. (32, 1369, 330, 1539)
story5-caption-line: ಕಳೆದ ವರ್ಷ 150 ರೂ.ಗಳಲ್ಲಿದ್ದ ಭತ್ತದ ಹುಲ್ಲಿನ ಪೆಂಡಿ ಈ ವರ್ಷ 350 ರೂ.ಗೆ ಮಾರಾಟವಾಗುತ್ತಿದೆ. 200 ರಿಂದ 250 ರೂ.ಗಳಲ್ಲಿದ್ದ ರಾಗಿ ಹುಲ್ಲಿನ ಪೆಂಡಿ ಬೆಲೆ 450 ರಿಂದ 500 ರೂ. ತಲುಪಿದೆ. (32, 1761, 763, 1774)
